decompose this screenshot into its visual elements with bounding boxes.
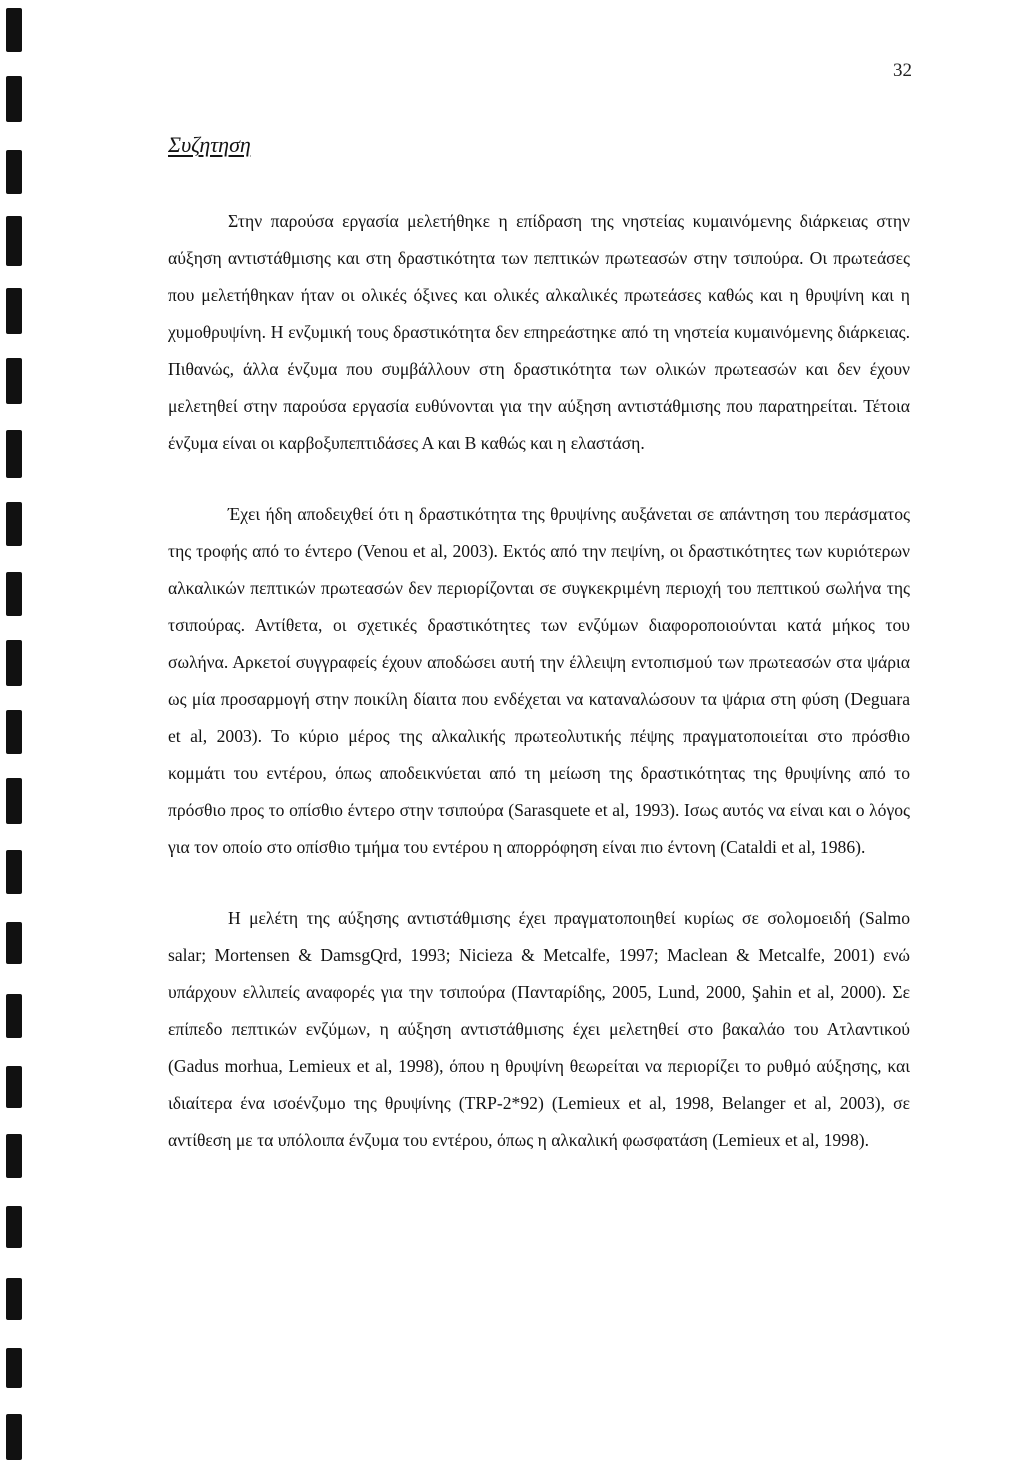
binding-mark [6, 1206, 22, 1248]
paragraph-3: Η μελέτη της αύξησης αντιστάθμισης έχει πραγματοποιηθεί κυρίως σε σολομοειδή (Salmo salar; Mortensen & DamsgQrd, 1993; Nicieza & Metcalfe, 1997; Maclean & Metcalfe, 2001) ενώ υπάρχουν ελλιπείς αναφορές για την τσιπούρα (Πανταρίδης, 2005, Lund, 2000, Şahin et al, 2000). Σε επίπεδο πεπτικών ενζύμων, η αύξηση αντιστάθμισης έχει μελετηθεί στο βακαλάο του Ατλαντικού (Gadus morhua, Lemieux et al, 1998), όπου η θρυψίνη θεωρείται να περιορίζει το ρυθμό αύξησης, και ιδιαίτερα ένα ισοένζυμο της θρυψίνης (TRP-2*92) (Lemieux et al, 1998, Belanger et al, 2003), σε αντίθεση με τα υπόλοιπα ένζυμα του εντέρου, όπως η αλκαλική φωσφατάση (Lemieux et al, 1998). [168, 908, 910, 1150]
page-number: 32 [893, 60, 912, 81]
paragraph-1: Στην παρούσα εργασία μελετήθηκε η επίδραση της νηστείας κυμαινόμενης διάρκειας στην αύξηση αντιστάθμισης και στη δραστικότητα των πεπτικών πρωτεασών στην τσιπούρα. Οι πρωτεάσες που μελετήθηκαν ήταν οι ολικές όξινες και ολικές αλκαλικές πρωτεάσες καθώς και η θρυψίνη και η χυμοθρυψίνη. Η ενζυμική τους δραστικότητα δεν επηρεάστηκε από τη νηστεία κυμαινόμενης διάρκειας. Πιθανώς, άλλα ένζυμα που συμβάλλουν στη δραστικότητα των ολικών πρωτεασών και δεν έχουν μελετηθεί στην παρούσα εργασία ευθύνονται για την αύξηση αντιστάθμισης που παρατηρείται. Τέτοια ένζυμα είναι οι καρβοξυπεπτιδάσες Α και Β καθώς και η ελαστάση. [168, 211, 910, 453]
binding-mark [6, 288, 22, 334]
binding-mark [6, 1414, 22, 1460]
binding-mark [6, 216, 22, 266]
binding-mark [6, 922, 22, 964]
binding-mark [6, 76, 22, 122]
binding-mark [6, 358, 22, 404]
section-heading: Συζητηση [168, 132, 251, 157]
body-text [168, 203, 910, 1159]
binding-mark [6, 640, 22, 686]
binding-mark [6, 430, 22, 478]
binding-mark [6, 1134, 22, 1178]
binding-mark [6, 502, 22, 546]
paragraph-2: Έχει ήδη αποδειχθεί ότι η δραστικότητα της θρυψίνης αυξάνεται σε απάντηση του περάσματος της τροφής από το έντερο (Venou et al, 2003). Εκτός από την πεψίνη, οι δραστικότητες των κυριότερων αλκαλικών πεπτικών πρωτεασών δεν περιορίζονται σε συγκεκριμένη περιοχή του πεπτικού σωλήνα της τσιπούρας. Αντίθετα, οι σχετικές δραστικότητες των ενζύμων διαφοροποιούνται κατά μήκος του σωλήνα. Αρκετοί συγγραφείς έχουν αποδώσει αυτή την έλλειψη εντοπισμού των πρωτεασών στα ψάρια ως μία προσαρμογή στην ποικίλη δίαιτα που ενδέχεται να καταναλώσουν τα ψάρια στη φύση (Deguara et al, 2003). Το κύριο μέρος της αλκαλικής πρωτεολυτικής πέψης πραγματοποιείται στο πρόσθιο κομμάτι του εντέρου, όπως αποδεικνύεται από τη μείωση της δραστικότητας της θρυψίνης από το πρόσθιο προς το οπίσθιο έντερο στην τσιπούρα (Sarasquete et al, 1993). Ισως αυτός να είναι και ο λόγος για τον οποίο στο οπίσθιο τμήμα του εντέρου η απορρόφηση είναι πιο έντονη (Cataldi et al, 1986). [168, 504, 910, 857]
binding-mark [6, 1066, 22, 1108]
binding-mark [6, 778, 22, 824]
binding-marks [0, 0, 40, 1468]
binding-mark [6, 710, 22, 754]
binding-mark [6, 572, 22, 616]
binding-mark [6, 994, 22, 1038]
binding-mark [6, 850, 22, 894]
binding-mark [6, 150, 22, 194]
binding-mark [6, 1278, 22, 1320]
binding-mark [6, 1348, 22, 1388]
binding-mark [6, 8, 22, 52]
